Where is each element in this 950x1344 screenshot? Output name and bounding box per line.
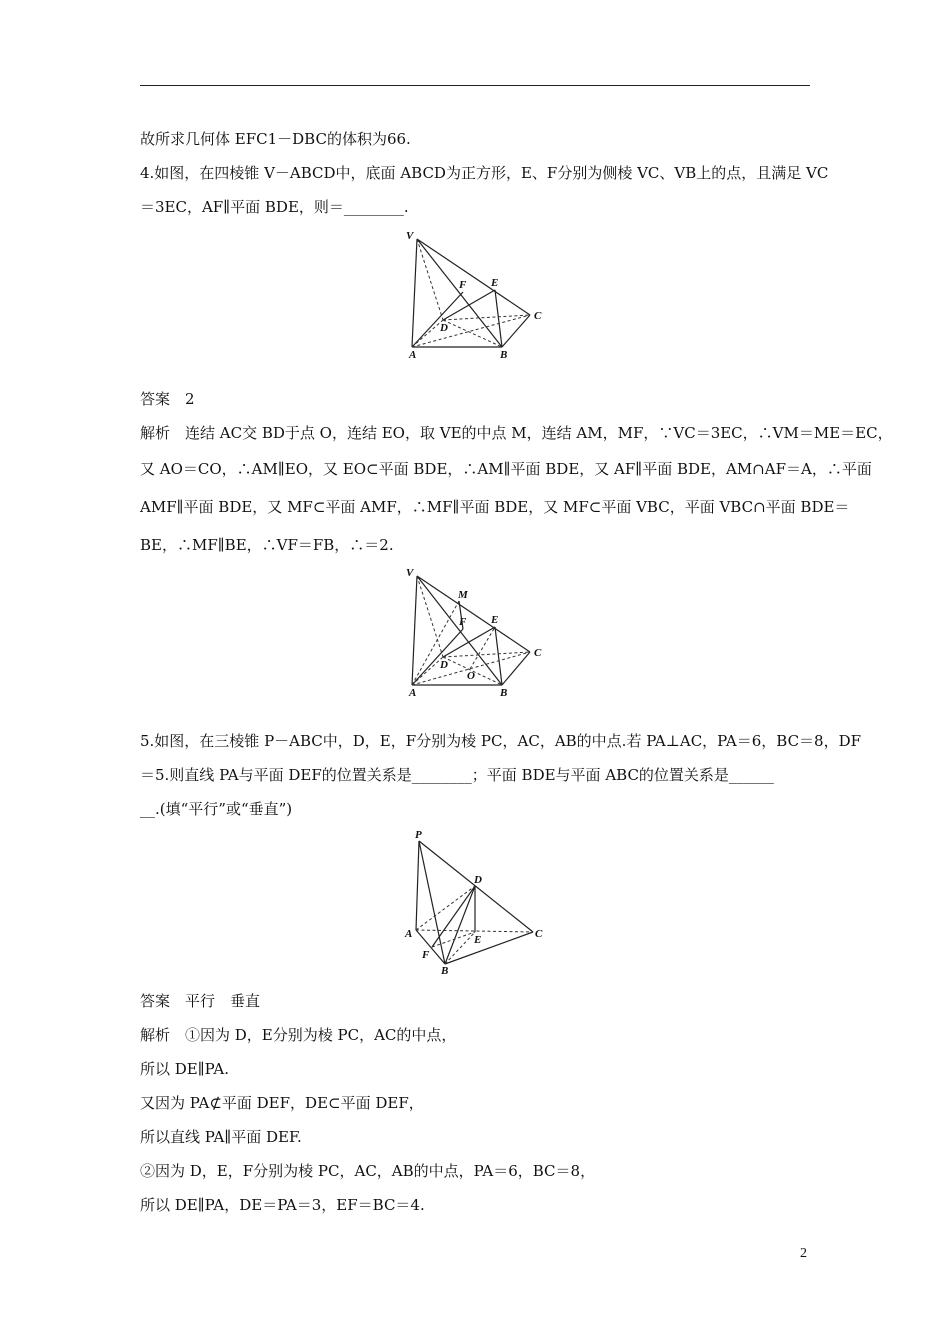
vertex-label: C bbox=[534, 310, 542, 322]
text-line: ＝5.则直线 PA与平面 DEF的位置关系是________；平面 BDE与平面 ABC的位置关系是______ bbox=[140, 766, 774, 784]
answer-line: 答案 平行 垂直 bbox=[140, 992, 261, 1010]
vertex-label: D bbox=[474, 874, 482, 886]
vertex-label: B bbox=[500, 687, 508, 699]
vertex-label: A bbox=[405, 928, 413, 940]
vertex-label: E bbox=[491, 614, 499, 626]
vertex-label: E bbox=[491, 277, 499, 289]
vertex-label: P bbox=[415, 829, 422, 841]
text-line: 所以 DE∥PA，DE＝PA＝3，EF＝BC＝4. bbox=[140, 1196, 425, 1214]
text-line: 所以直线 PA∥平面 DEF. bbox=[140, 1128, 302, 1146]
vertex-label: V bbox=[406, 230, 414, 242]
text-line: 解析 ①因为 D，E分别为棱 PC，AC的中点， bbox=[140, 1026, 457, 1044]
vertex-label: C bbox=[535, 928, 543, 940]
text-line: __.(填“平行”或“垂直”) bbox=[140, 800, 293, 818]
vertex-label: D bbox=[440, 322, 448, 334]
pyramid-figure-1 bbox=[400, 225, 560, 365]
text-line: 又 AO＝CO，∴AM∥EO，又 EO⊂平面 BDE，∴AM∥平面 BDE，又 AF∥平面 BDE，AM∩AF＝A，∴平面 bbox=[140, 460, 872, 478]
text-line: 故所求几何体 EFC1－DBC的体积为66. bbox=[140, 130, 411, 148]
vertex-label: A bbox=[409, 687, 417, 699]
text-line: 又因为 PA⊄平面 DEF，DE⊂平面 DEF， bbox=[140, 1094, 424, 1112]
text-line: 4.如图，在四棱锥 V－ABCD中，底面 ABCD为正方形，E、F分别为侧棱 VC、VB上的点，且满足 VC bbox=[140, 164, 829, 182]
vertex-label: M bbox=[458, 589, 468, 601]
text-line: ＝3EC，AF∥平面 BDE，则＝________. bbox=[140, 198, 409, 216]
vertex-label: B bbox=[441, 965, 449, 976]
answer-line: 答案 2 bbox=[140, 390, 195, 408]
header-rule bbox=[140, 85, 810, 86]
text-line: ②因为 D，E，F分别为棱 PC，AC，AB的中点，PA＝6，BC＝8， bbox=[140, 1162, 596, 1180]
vertex-label: F bbox=[459, 616, 467, 628]
page-number: 2 bbox=[800, 1246, 807, 1261]
vertex-label: F bbox=[459, 279, 467, 291]
text-line: AMF∥平面 BDE，又 MF⊂平面 AMF，∴MF∥平面 BDE，又 MF⊂平面 VBC，平面 VBC∩平面 BDE＝ bbox=[140, 498, 850, 516]
vertex-label: B bbox=[500, 349, 508, 361]
pyramid-figure-3 bbox=[400, 826, 560, 976]
vertex-label: C bbox=[534, 647, 542, 659]
vertex-label: F bbox=[422, 949, 430, 961]
text-line: BE，∴MF∥BE，∴VF＝FB，∴＝2. bbox=[140, 536, 394, 554]
vertex-label: V bbox=[406, 567, 414, 579]
vertex-label: A bbox=[409, 349, 417, 361]
text-line: 解析 连结 AC交 BD于点 O，连结 EO，取 VE的中点 M，连结 AM，MF，∵VC＝3EC，∴VM＝ME＝EC， bbox=[140, 424, 893, 442]
text-line: 所以 DE∥PA. bbox=[140, 1060, 229, 1078]
text-line: 5.如图，在三棱锥 P－ABC中，D，E，F分别为棱 PC，AC，AB的中点.若 PA⊥AC，PA＝6，BC＝8，DF bbox=[140, 732, 862, 750]
pyramid-figure-2 bbox=[400, 563, 560, 703]
vertex-label: O bbox=[467, 670, 475, 682]
vertex-label: E bbox=[474, 934, 482, 946]
vertex-label: D bbox=[440, 659, 448, 671]
